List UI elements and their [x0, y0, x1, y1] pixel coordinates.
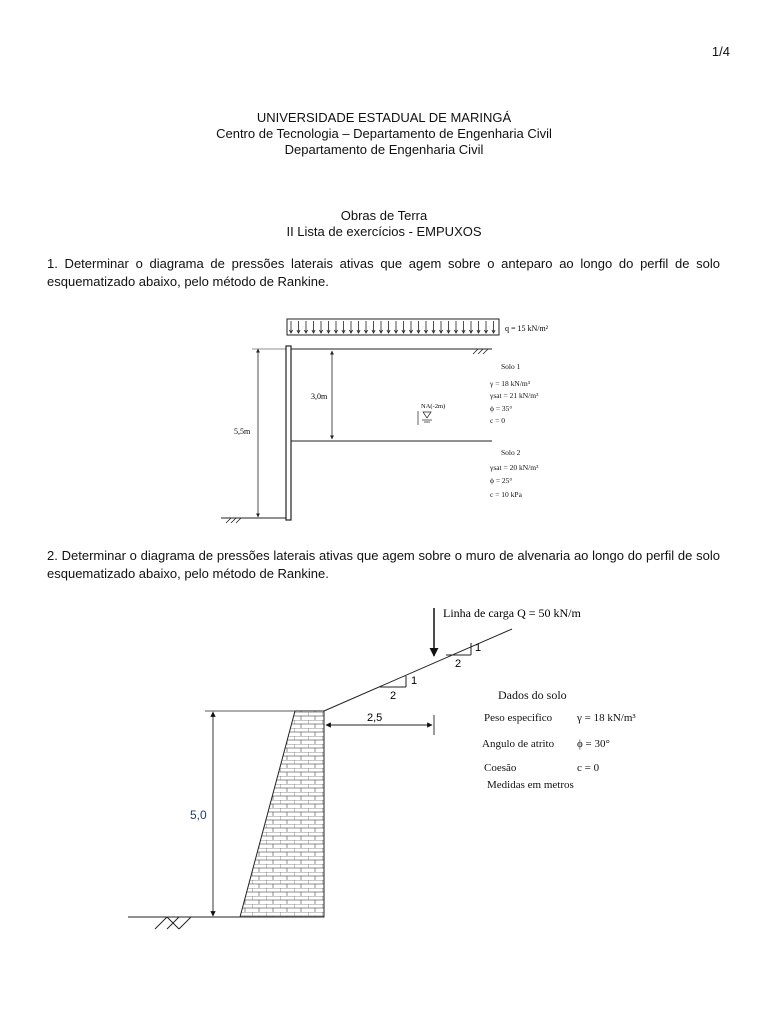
soil-data-block [482, 688, 636, 791]
water-level-icon [418, 411, 432, 425]
soil-data-title: Dados do solo [498, 688, 567, 702]
solo1-properties [489, 362, 539, 425]
slope-lower-v: 1 [411, 675, 418, 687]
dim-total-label: 5,5m [234, 427, 251, 436]
slope-upper-v: 1 [475, 642, 482, 654]
cohesion-label: Coesão [484, 762, 517, 774]
retaining-wall [286, 346, 291, 520]
masonry-wall [240, 711, 324, 917]
backfill-slope [324, 629, 512, 711]
dim-horizontal-label: 2,5 [367, 712, 383, 724]
specific-weight-value: γ = 18 kN/m³ [577, 712, 636, 724]
solo2-properties [489, 448, 539, 499]
slope-lower-h: 2 [390, 690, 397, 702]
solo1-title: Solo 1 [501, 362, 521, 371]
surcharge-label: q = 15 kN/m² [505, 324, 549, 333]
dim-height-label: 5,0 [190, 808, 207, 822]
exercise-list-heading [0, 208, 768, 240]
solo1-gamma: γ = 18 kN/m³ [490, 379, 531, 388]
ground-hatch [155, 917, 191, 929]
water-level-label: NA(-2m) [421, 403, 446, 410]
document-header [0, 110, 768, 158]
course-name: Obras de Terra [340, 208, 428, 223]
question-2-text: 2. Determinar o diagrama de pressões laterais ativas que agem sobre o muro de alvenaria ao longo do perfil de solo esquematizado abaixo, pelo método de Rankine. [47, 548, 720, 581]
solo1-cohesion: c = 0 [490, 416, 506, 425]
page-number: 1/4 [711, 44, 730, 59]
figure-1-soil-profile [0, 300, 768, 530]
solo2-gamma-sat: γsat = 20 kN/m³ [490, 463, 539, 472]
figure-2-masonry-wall [0, 595, 768, 945]
dim-layer1-label: 3,0m [311, 392, 328, 401]
slope-upper-h: 2 [455, 658, 462, 670]
cohesion-value: c = 0 [577, 762, 600, 774]
specific-weight-label: Peso especifico [484, 712, 553, 724]
department-name: Departamento de Engenharia Civil [284, 142, 484, 157]
friction-angle-value: ϕ = 30° [577, 738, 610, 750]
units-note: Medidas em metros [487, 779, 574, 791]
solo1-gamma-sat: γsat = 21 kN/m³ [490, 391, 539, 400]
question-1-text: 1. Determinar o diagrama de pressões laterais ativas que agem sobre o anteparo ao longo do perfil de solo esquematizado abaixo, pelo método de Rankine. [47, 256, 720, 289]
surcharge-load [287, 319, 499, 335]
center-name: Centro de Tecnologia – Departamento de Engenharia Civil [216, 126, 552, 141]
university-name: UNIVERSIDADE ESTADUAL DE MARINGÁ [256, 110, 512, 125]
friction-angle-label: Angulo de atrito [482, 738, 555, 750]
solo2-phi: ϕ = 25° [490, 476, 513, 485]
solo2-cohesion: c = 10 kPa [490, 490, 522, 499]
load-line-label: Linha de carga Q = 50 kN/m [443, 606, 581, 620]
list-title: II Lista de exercícios - EMPUXOS [286, 224, 482, 239]
ground-hatch-top [470, 349, 490, 354]
ground-hatch-bottom [226, 518, 241, 523]
solo1-phi: ϕ = 35° [490, 404, 513, 413]
solo2-title: Solo 2 [501, 448, 521, 457]
